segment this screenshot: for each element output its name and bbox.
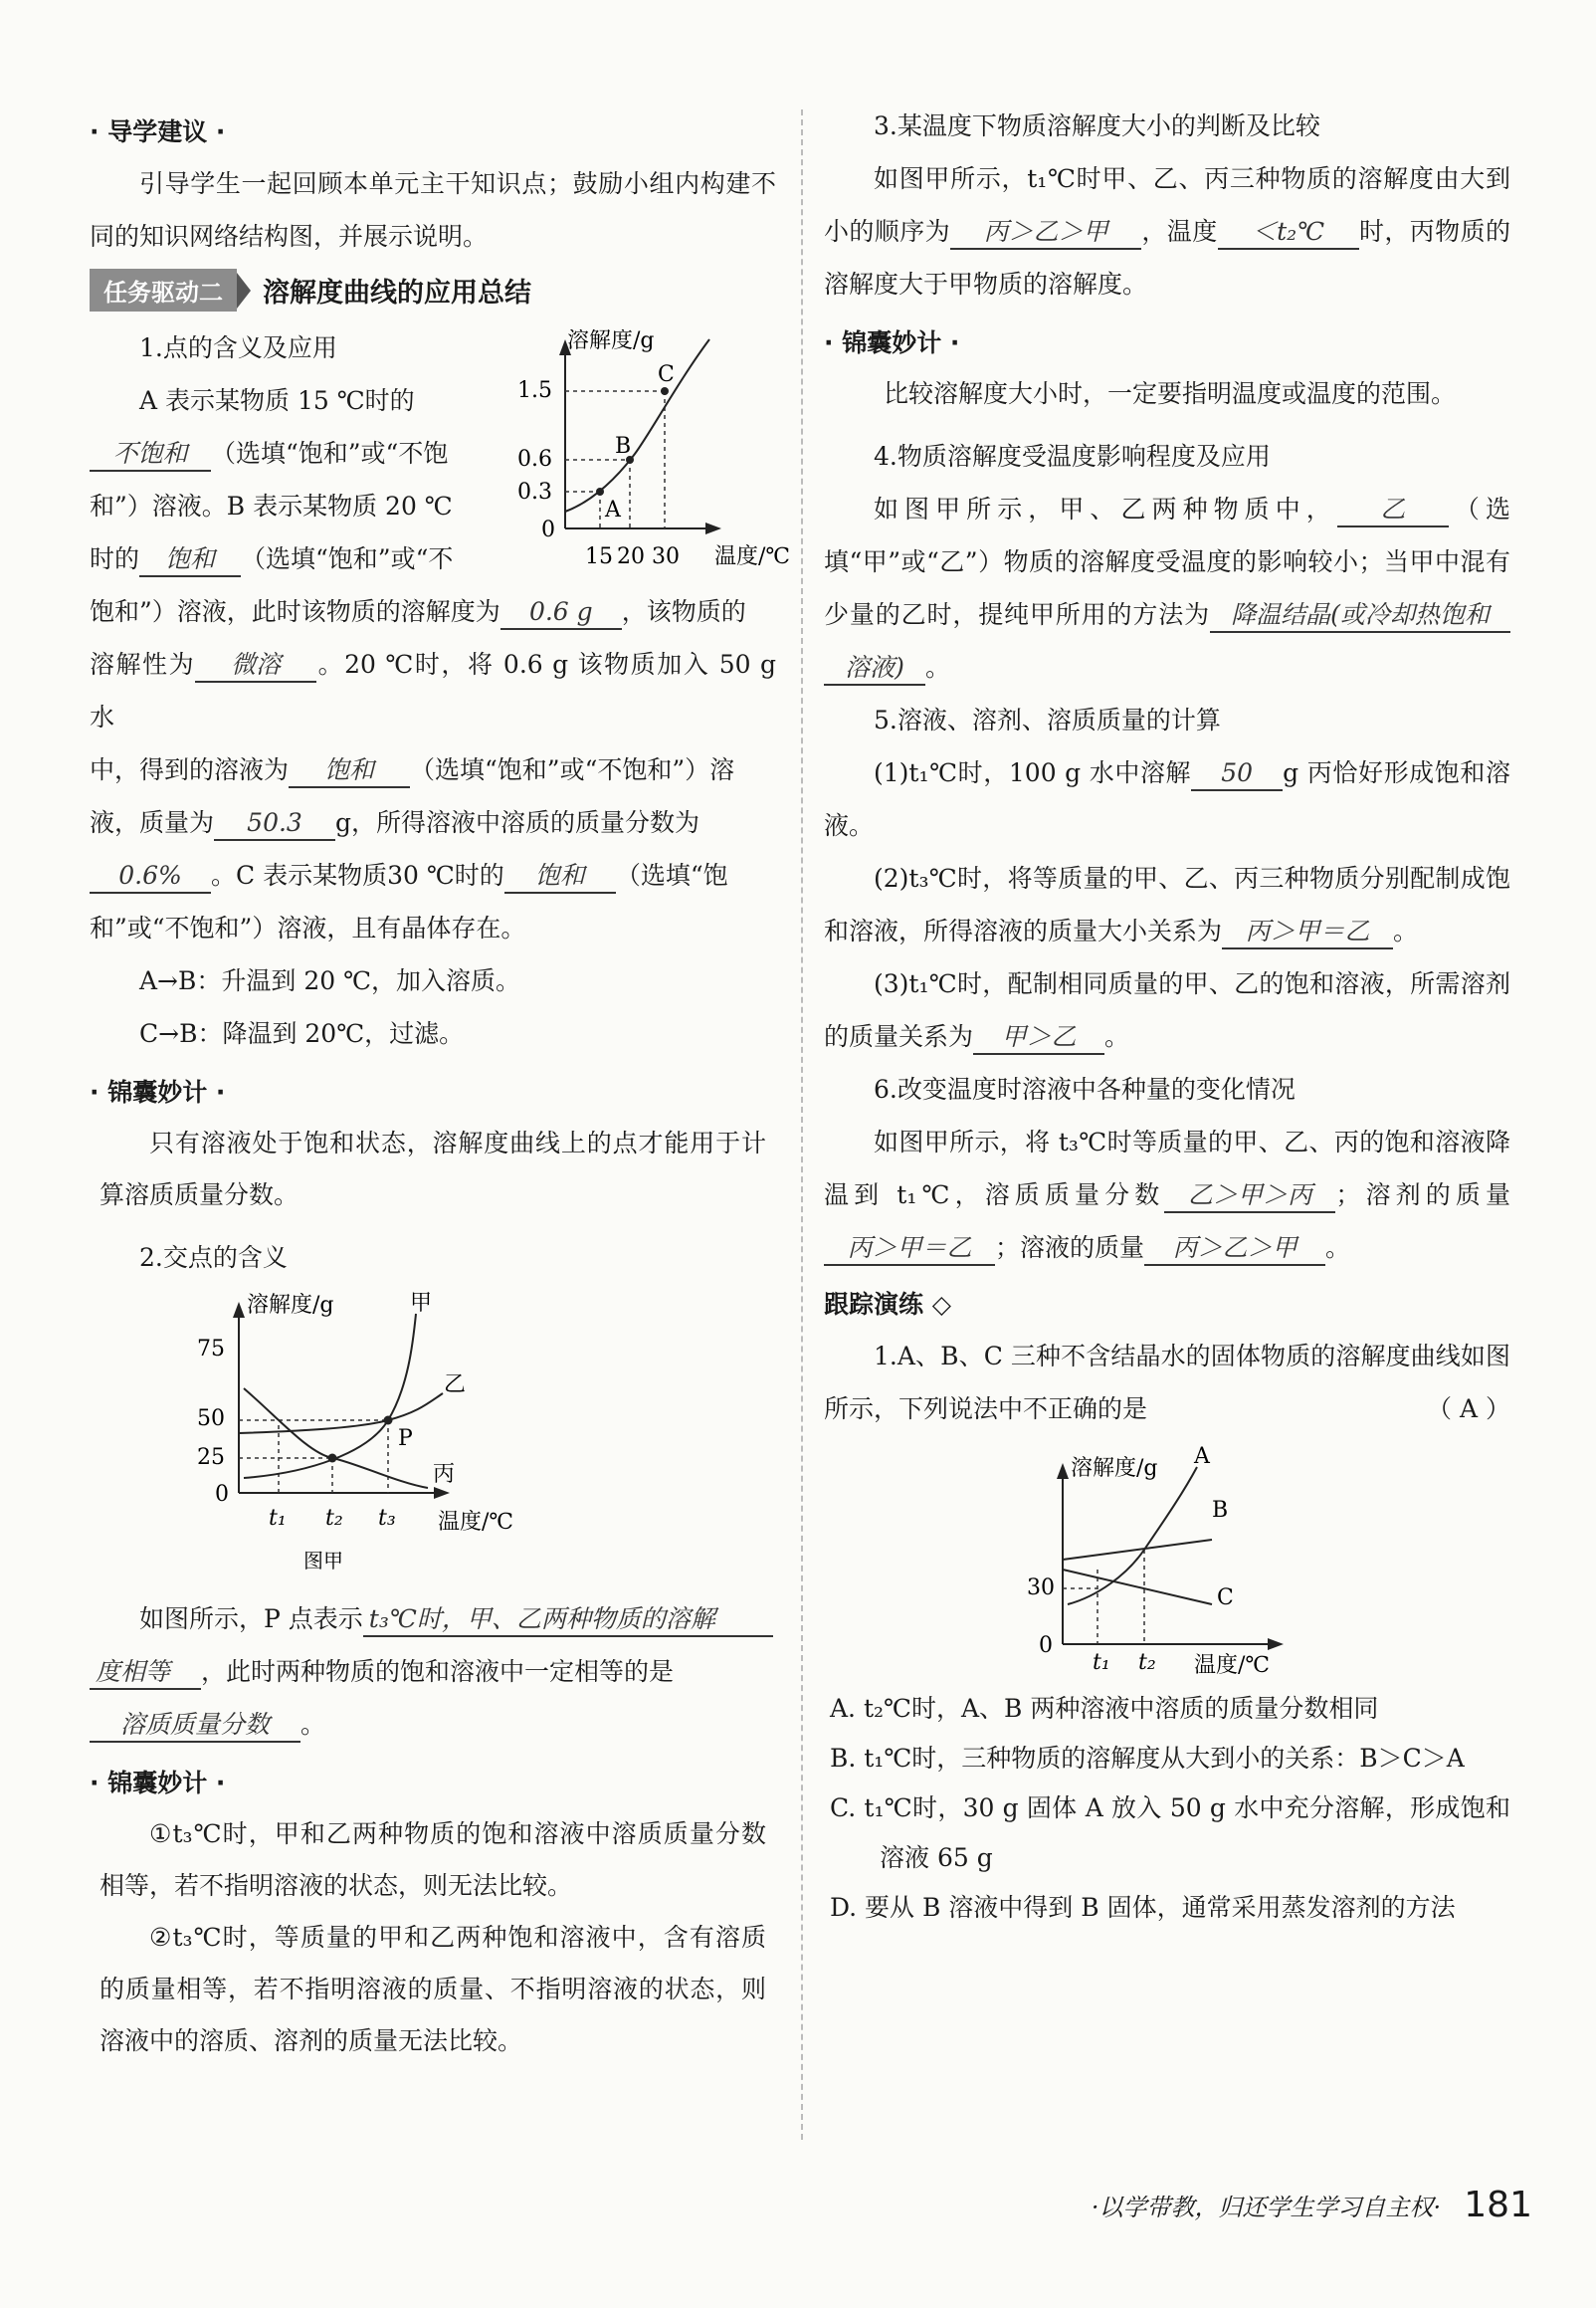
page-footer bbox=[975, 2185, 1532, 2225]
chart2-point-p bbox=[384, 1416, 393, 1425]
chart2-ytick: 50 bbox=[197, 1406, 225, 1431]
tip-heading-2: · 锦囊妙计 · bbox=[90, 1769, 226, 1797]
chart1-label-a: A bbox=[605, 498, 621, 523]
answer-blank: 饱和 bbox=[289, 754, 410, 788]
chart2-ytick: 0 bbox=[215, 1482, 229, 1507]
answer-blank: ＜t₂℃ bbox=[1218, 216, 1359, 250]
chart3-curve-a bbox=[1068, 1467, 1197, 1604]
right-column bbox=[824, 100, 1510, 1933]
chart1-xtick: 30 bbox=[652, 544, 680, 569]
s1-line7: 中，得到的溶液为 饱和 （选填“饱和”或“不饱和”）溶 bbox=[90, 743, 776, 796]
s5-q1: (1)t₁℃时，100 g 水中溶解 50 g 丙恰好形成饱和溶液。 bbox=[824, 758, 1511, 840]
chart2-xtick: t₂ bbox=[325, 1506, 343, 1531]
chart1-point-c bbox=[661, 387, 669, 395]
s1-line3: 和”）溶液。B 表示某物质 20 ℃ bbox=[90, 492, 453, 521]
s1-line5: 饱和”）溶液，此时该物质的溶解度为 0.6 g ，该物质的 bbox=[90, 585, 776, 638]
answer-blank: 50.3 bbox=[214, 807, 335, 841]
chart2-xtick: t₃ bbox=[378, 1506, 396, 1531]
chart3-label-b: B bbox=[1212, 1498, 1229, 1523]
chart2-label-yi: 乙 bbox=[444, 1372, 467, 1397]
chart1-curve bbox=[565, 339, 709, 512]
chart3-line-b bbox=[1063, 1540, 1212, 1560]
footer-slogan: ·以学带教，归还学生学习自主权· bbox=[1091, 2194, 1442, 2221]
chart1-ytick: 0.6 bbox=[517, 447, 552, 472]
answer-blank: 乙 bbox=[1337, 494, 1449, 527]
s1-c-to-b: C→B：降温到 20℃，过滤。 bbox=[139, 1019, 465, 1048]
answer-blank: 溶质质量分数 bbox=[90, 1709, 300, 1743]
chart3-xtick: t₁ bbox=[1093, 1650, 1110, 1674]
chart2-guides bbox=[239, 1420, 388, 1493]
s1-line2: 不饱和 （选填“饱和”或“不饱 bbox=[90, 427, 488, 480]
chart-1 bbox=[505, 329, 804, 578]
answer-blank: 溶液) bbox=[824, 652, 925, 686]
guide-text: 引导学生一起回顾本单元主干知识点；鼓励小组内构建不同的知识网络结构图，并展示说明。 bbox=[90, 169, 776, 251]
tip-1: 只有溶液处于饱和状态，溶解度曲线上的点才能用于计算溶质质量分数。 bbox=[100, 1129, 766, 1209]
chart-2 bbox=[189, 1284, 527, 1582]
task-title: 溶解度曲线的应用总结 bbox=[263, 278, 531, 309]
chart2-ytick: 25 bbox=[197, 1445, 225, 1470]
chart2-caption: 图甲 bbox=[303, 1549, 343, 1573]
section-1 bbox=[90, 321, 791, 1060]
task-tag: 任务驱动二 bbox=[90, 269, 237, 312]
chart1-xtick: 20 bbox=[617, 544, 645, 569]
chart3-ylabel: 溶解度/g bbox=[1071, 1456, 1158, 1481]
answer-blank: 0.6% bbox=[90, 860, 211, 894]
s1-line10: 和”或“不饱和”）溶液，且有晶体存在。 bbox=[90, 914, 526, 943]
chart1-xlabel: 温度/℃ bbox=[714, 544, 791, 569]
chart2-xtick: t₁ bbox=[269, 1506, 287, 1531]
s5-title: 5.溶液、溶剂、溶质质量的计算 bbox=[874, 706, 1221, 734]
s2-line3: 溶质质量分数 。 bbox=[90, 1698, 776, 1751]
answer-blank: 丙＞乙＞甲 bbox=[1144, 1232, 1325, 1266]
s1-line4: 时的 饱和 （选填“饱和”或“不 bbox=[90, 532, 488, 585]
s3-title: 3.某温度下物质溶解度大小的判断及比较 bbox=[874, 111, 1320, 140]
answer-blank: 50 bbox=[1191, 757, 1283, 791]
chart1-x-arrow-icon bbox=[705, 523, 721, 534]
answer-blank: 乙＞甲＞丙 bbox=[1164, 1179, 1335, 1213]
s2-line1: 如图所示，P 点表示 t₃℃时，甲、乙两种物质的溶解 bbox=[90, 1592, 776, 1645]
chart2-label-jia: 甲 bbox=[410, 1291, 433, 1316]
s2-title: 2.交点的含义 bbox=[139, 1243, 288, 1272]
chart3-ytick: 0 bbox=[1039, 1633, 1053, 1658]
chart2-label-bing: 丙 bbox=[433, 1462, 456, 1487]
s6-text: 如图甲所示，将 t₃℃时等质量的甲、乙、丙的饱和溶液降温到 t₁℃，溶质质量分数 乙＞甲＞丙 ；溶剂的质量丙＞甲＝乙 ；溶液的质量 丙＞乙＞甲 。 bbox=[824, 1116, 1510, 1274]
chart2-label-p: P bbox=[398, 1426, 413, 1451]
chart1-ytick: 0 bbox=[541, 518, 555, 542]
s2-line2: 度相等 ，此时两种物质的饱和溶液中一定相等的是 bbox=[90, 1645, 776, 1698]
chart3-label-c: C bbox=[1217, 1585, 1234, 1610]
page-number: 181 bbox=[1464, 2185, 1532, 2225]
answer-blank: 甲＞乙 bbox=[973, 1021, 1104, 1055]
q1-answer: （ A ） bbox=[1427, 1394, 1510, 1423]
answer-blank: 度相等 bbox=[90, 1656, 201, 1690]
chart3-label-a: A bbox=[1194, 1445, 1210, 1469]
answer-blank: 不饱和 bbox=[90, 438, 211, 472]
tip-3: 比较溶解度大小时，一定要指明温度或温度的范围。 bbox=[884, 379, 1457, 408]
chart1-label-c: C bbox=[658, 362, 675, 387]
chart1-ytick: 0.3 bbox=[517, 480, 552, 505]
chart3-ytick: 30 bbox=[1027, 1575, 1055, 1600]
guide-heading: · 导学建议 · bbox=[90, 117, 226, 146]
answer-blank: 丙＞乙＞甲 bbox=[950, 216, 1141, 250]
task-arrow-icon bbox=[237, 273, 251, 309]
answer-blank: 降温结晶(或冷却热饱和 bbox=[1210, 599, 1510, 633]
tip-2a: ①t₃℃时，甲和乙两种物质的饱和溶液中溶质质量分数相等，若不指明溶液的状态，则无法比较。 bbox=[100, 1819, 766, 1900]
s1-line8: 液，质量为 50.3 g，所得溶液中溶质的质量分数为 bbox=[90, 796, 776, 849]
s5-q3: (3)t₁℃时，配制相同质量的甲、乙的饱和溶液，所需溶剂的质量关系为 甲＞乙 。 bbox=[824, 957, 1510, 1063]
s1-title: 1.点的含义及应用 bbox=[139, 333, 337, 362]
s3-text: 如图甲所示，t₁℃时甲、乙、丙三种物质的溶解度由大到小的顺序为 丙＞乙＞甲 ，温度 ＜t₂℃ 时，丙物质的溶解度大于甲物质的溶解度。 bbox=[824, 164, 1510, 299]
q1-stem: 1.A、B、C 三种不含结晶水的固体物质的溶解度曲线如图所示，下列说法中不正确的是 （ A ） bbox=[824, 1330, 1510, 1435]
chart2-curve-jia bbox=[244, 1314, 416, 1478]
s4-title: 4.物质溶解度受温度影响程度及应用 bbox=[874, 442, 1271, 471]
chart1-xtick: 15 bbox=[585, 544, 613, 569]
option-d: D. 要从 B 溶液中得到 B 固体，通常采用蒸发溶剂的方法 bbox=[830, 1893, 1456, 1922]
chart2-x-arrow-icon bbox=[434, 1487, 450, 1499]
chart3-xtick: t₂ bbox=[1138, 1650, 1156, 1674]
chart2-ytick: 75 bbox=[197, 1337, 225, 1362]
task-header bbox=[90, 269, 776, 312]
chart1-label-b: B bbox=[615, 434, 632, 459]
tip-heading-3: · 锦囊妙计 · bbox=[824, 328, 960, 357]
chart3-y-arrow-icon bbox=[1057, 1463, 1069, 1479]
answer-blank: 丙＞甲＝乙 bbox=[1222, 916, 1393, 949]
s5-q2: (2)t₃℃时，将等质量的甲、乙、丙三种物质分别配制成饱和溶液，所得溶液的质量大小关系为 丙＞甲＝乙 。 bbox=[824, 852, 1510, 957]
option-b: B. t₁℃时，三种物质的溶解度从大到小的关系：B＞C＞A bbox=[830, 1744, 1465, 1773]
chart2-xlabel: 温度/℃ bbox=[438, 1510, 514, 1535]
chart1-point-a bbox=[596, 488, 604, 496]
answer-blank: 丙＞甲＝乙 bbox=[824, 1232, 995, 1266]
chart3-xlabel: 温度/℃ bbox=[1194, 1653, 1271, 1674]
s1-line9: 0.6% 。C 表示某物质30 ℃时的 饱和 （选填“饱 bbox=[90, 849, 776, 902]
option-a: A. t₂℃时，A、B 两种溶液中溶质的质量分数相同 bbox=[830, 1694, 1379, 1723]
tip-2b: ②t₃℃时，等质量的甲和乙两种饱和溶液中，含有溶质的质量相等，若不指明溶液的质量、不指明溶液的状态，则溶液中的溶质、溶剂的质量无法比较。 bbox=[100, 1923, 766, 2055]
s1-line1: A 表示某物质 15 ℃时的 bbox=[139, 386, 415, 415]
answer-blank: t₃℃时，甲、乙两种物质的溶解 bbox=[363, 1603, 773, 1637]
answer-blank: 饱和 bbox=[504, 860, 616, 894]
answer-blank: 0.6 g bbox=[500, 596, 622, 630]
answer-blank: 饱和 bbox=[139, 543, 241, 577]
chart2-intersection bbox=[328, 1454, 337, 1463]
chart1-ytick: 1.5 bbox=[517, 378, 552, 403]
s6-title: 6.改变温度时溶液中各种量的变化情况 bbox=[874, 1075, 1296, 1104]
chart2-y-arrow-icon bbox=[233, 1302, 245, 1318]
track-practice-title: 跟踪演练 ◇ bbox=[824, 1290, 951, 1319]
option-c: C. t₁℃时，30 g 固体 A 放入 50 g 水中充分溶解，形成饱和溶液 65 g bbox=[830, 1793, 1510, 1872]
s1-a-to-b: A→B：升温到 20 ℃，加入溶质。 bbox=[139, 966, 521, 995]
s1-line6: 溶解性为 微溶 。20 ℃时，将 0.6 g 该物质加入 50 g 水 bbox=[90, 650, 776, 732]
tip-heading-1: · 锦囊妙计 · bbox=[90, 1078, 226, 1107]
s4-text: 如图甲所示，甲、乙两种物质中， 乙 （选填“甲”或“乙”）物质的溶解度受温度的影响较小；当甲中混有少量的乙时，提纯甲所用的方法为 降温结晶(或冷却热饱和溶液) 。 bbox=[824, 483, 1510, 694]
chart3-x-arrow-icon bbox=[1268, 1638, 1284, 1650]
chart-3 bbox=[1013, 1445, 1311, 1674]
left-column bbox=[90, 100, 791, 2067]
answer-blank: 微溶 bbox=[195, 649, 316, 683]
chart2-ylabel: 溶解度/g bbox=[247, 1293, 334, 1318]
chart1-ylabel: 溶解度/g bbox=[567, 329, 655, 353]
